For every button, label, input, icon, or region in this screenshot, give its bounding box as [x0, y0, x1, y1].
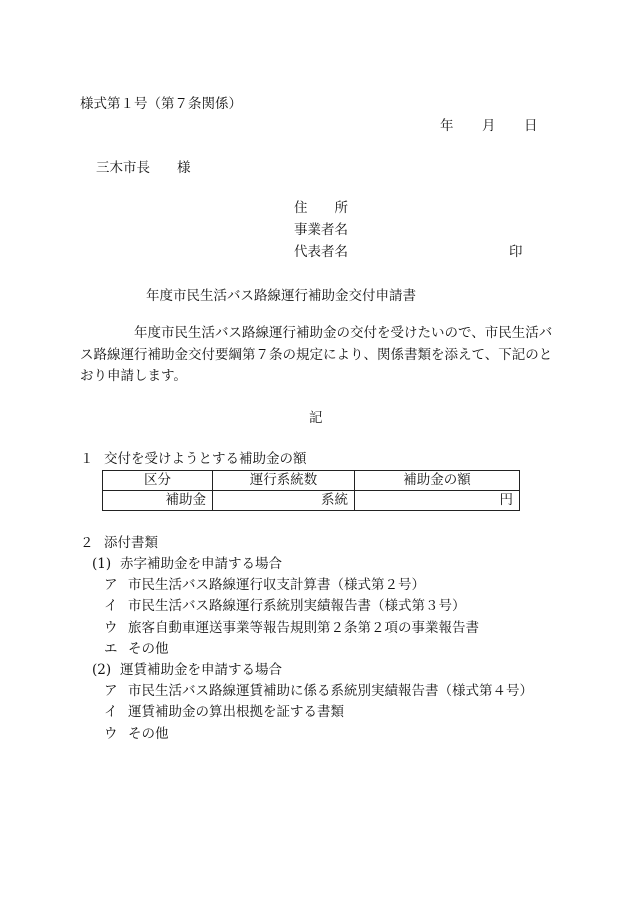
body-line: 年度市民生活バス路線運行補助金の交付を受けたいので、市民生活バ	[80, 325, 553, 341]
applicant-address-label: 住 所	[294, 200, 348, 216]
group-fare-heading	[80, 662, 533, 683]
table-header-row	[103, 471, 520, 491]
section2-heading	[80, 535, 158, 551]
seal-mark: 印	[509, 244, 523, 260]
attachments-list	[80, 556, 533, 747]
request-body	[80, 323, 565, 388]
list-item	[80, 683, 533, 704]
header-route-count: 運行系統数	[213, 471, 355, 491]
cell-route-count: 系統	[213, 491, 355, 511]
section2-title: 添付書類	[104, 535, 158, 551]
section1-heading	[80, 451, 307, 467]
list-item	[80, 704, 533, 725]
date-line	[440, 118, 538, 134]
body-line: ス路線運行補助金交付要綱第７条の規定により、関係書類を添えて、下記のと	[80, 346, 553, 363]
item-mark: ウ	[104, 619, 118, 636]
item-mark: ア	[104, 577, 118, 594]
group-title: 赤字補助金を申請する場合	[120, 556, 282, 572]
applicant-business-name-label: 事業者名	[294, 222, 348, 238]
group-label: (1)	[92, 556, 112, 572]
list-item	[80, 620, 533, 641]
item-text: その他	[128, 640, 169, 657]
body-line: おり申請します。	[80, 368, 187, 384]
addressee: 三木市長 様	[96, 160, 191, 176]
date-day: 日	[524, 118, 538, 134]
cell-subsidy-amount: 円	[355, 491, 520, 511]
item-text: 市民生活バス路線運賃補助に係る系統別実績報告書（様式第４号）	[128, 683, 533, 700]
table-row	[103, 491, 520, 511]
group-deficit-heading	[80, 556, 533, 577]
date-year: 年	[440, 118, 454, 134]
section2-number: ２	[80, 535, 94, 551]
cell-category: 補助金	[103, 491, 213, 511]
date-month: 月	[482, 118, 496, 134]
group-label: (2)	[92, 661, 112, 678]
list-item	[80, 641, 533, 662]
form-number: 様式第１号（第７条関係）	[80, 96, 242, 112]
item-mark: エ	[104, 640, 118, 657]
list-item	[80, 577, 533, 598]
list-item	[80, 726, 533, 747]
item-text: その他	[128, 725, 169, 742]
section1-title: 交付を受けようとする補助金の額	[104, 451, 307, 467]
subsidy-amount-table	[102, 470, 520, 511]
applicant-block	[294, 200, 523, 266]
group-title: 運賃補助金を申請する場合	[120, 661, 282, 678]
applicant-representative-label: 代表者名	[294, 244, 348, 260]
item-text: 旅客自動車運送事業等報告規則第２条第２項の事業報告書	[128, 619, 479, 636]
record-mark: 記	[309, 410, 323, 426]
section1-number: １	[80, 451, 94, 467]
document-title: 年度市民生活バス路線運行補助金交付申請書	[146, 288, 416, 304]
item-text: 運賃補助金の算出根拠を証する書類	[128, 704, 344, 721]
applicant-representative-row	[294, 244, 523, 266]
list-item	[80, 598, 533, 619]
item-text: 市民生活バス路線運行収支計算書（様式第２号）	[128, 577, 425, 594]
header-subsidy-amount: 補助金の額	[355, 471, 520, 491]
item-mark: イ	[104, 598, 118, 615]
item-mark: ア	[104, 683, 118, 700]
item-mark: イ	[104, 704, 118, 721]
item-text: 市民生活バス路線運行系統別実績報告書（様式第３号）	[128, 598, 466, 615]
header-category: 区分	[103, 471, 213, 491]
item-mark: ウ	[104, 725, 118, 742]
